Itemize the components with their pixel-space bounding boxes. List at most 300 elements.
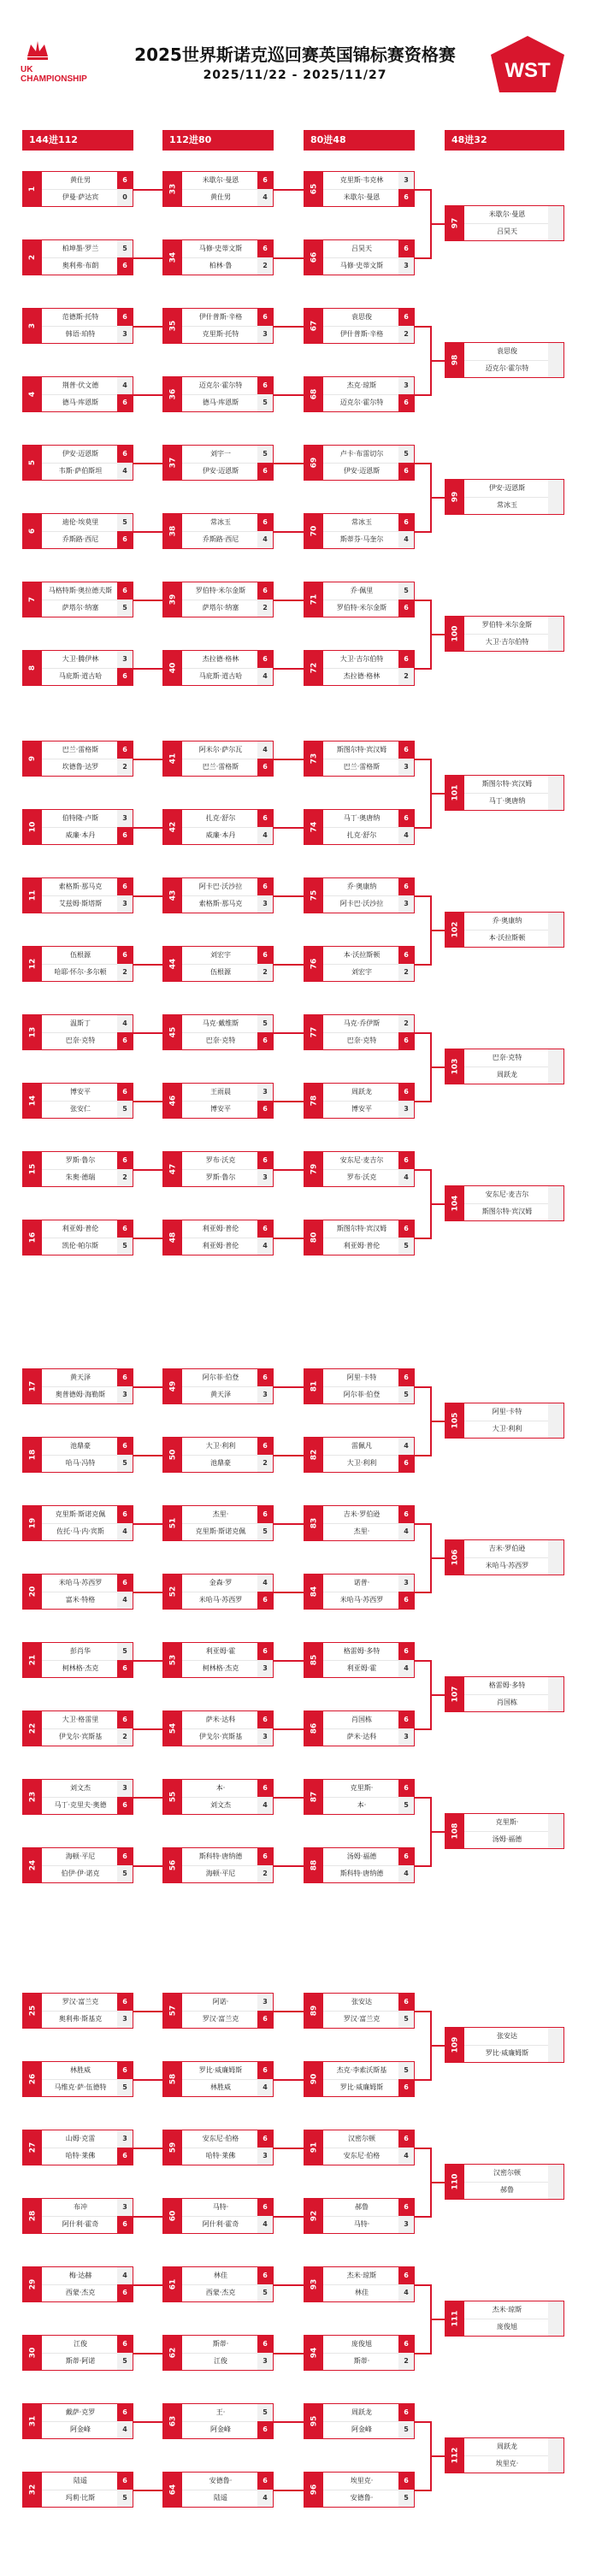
player-score — [548, 1540, 563, 1557]
match-box[interactable] — [445, 1049, 564, 1084]
player-row — [464, 1814, 563, 1832]
match-box[interactable] — [304, 2266, 415, 2302]
match-number — [23, 240, 42, 275]
player-name: 马克·戴维斯 — [202, 1019, 239, 1027]
match-box[interactable] — [304, 1083, 415, 1119]
match-box[interactable] — [162, 1014, 274, 1050]
player-score: 4 — [398, 531, 414, 548]
player-row — [42, 2267, 133, 2285]
connector-line — [274, 1797, 304, 1799]
match-box[interactable] — [22, 171, 133, 207]
match-box[interactable] — [304, 1151, 415, 1187]
match-box[interactable] — [162, 2472, 274, 2508]
match-box[interactable] — [445, 1185, 564, 1221]
match-box[interactable] — [304, 2130, 415, 2165]
match-box[interactable] — [162, 741, 274, 777]
match-box[interactable] — [304, 650, 415, 686]
player-row — [42, 2404, 133, 2422]
player-name: 萨塔尔·纳塞 — [62, 604, 99, 612]
player-row — [323, 1169, 414, 1186]
match-box[interactable] — [304, 1574, 415, 1610]
player-score: 6 — [117, 531, 133, 548]
match-box[interactable] — [445, 2027, 564, 2063]
match-box[interactable] — [304, 1505, 415, 1541]
player-name: 马维克·萨·伍德特 — [54, 2083, 107, 2091]
match-box[interactable] — [162, 1710, 274, 1746]
crown-icon — [24, 36, 51, 63]
player-row — [182, 1643, 273, 1661]
match-box[interactable] — [304, 946, 415, 982]
player-score: 6 — [257, 2199, 273, 2216]
connector-line — [274, 1592, 304, 1593]
player-row — [182, 189, 273, 206]
player-score: 3 — [117, 2130, 133, 2148]
match-box[interactable] — [304, 1642, 415, 1678]
match-box[interactable] — [304, 1220, 415, 1256]
connector-line — [274, 600, 304, 601]
match-number — [163, 1220, 182, 1255]
match-box[interactable] — [22, 513, 133, 549]
match-number — [445, 1049, 464, 1084]
player-name: 博安平 — [351, 1105, 372, 1113]
match-box[interactable] — [22, 1779, 133, 1815]
match-box[interactable] — [162, 376, 274, 412]
player-name: 斯图尔特·宾汉姆 — [481, 1208, 533, 1215]
player-name: 大卫·腾伊林 — [62, 655, 99, 663]
match-box[interactable] — [162, 1574, 274, 1610]
player-score: 6 — [398, 2199, 414, 2216]
connector-line — [133, 759, 162, 760]
player-score — [548, 2028, 563, 2045]
player-name: 王· — [215, 2408, 226, 2416]
match-box[interactable] — [162, 2061, 274, 2097]
match-box[interactable] — [22, 1014, 133, 1050]
player-name: 巴奈·克特 — [492, 1054, 522, 1061]
match-box[interactable] — [162, 1847, 274, 1883]
match-box[interactable] — [304, 1710, 415, 1746]
match-number-label: 12 — [28, 958, 37, 970]
player-score — [548, 2165, 563, 2182]
player-name: 巴奈·克特 — [346, 1037, 377, 1044]
match-number — [163, 582, 182, 617]
match-box[interactable] — [162, 513, 274, 549]
player-name: 阿卡巴·沃沙拉 — [198, 883, 243, 890]
match-number-label: 55 — [168, 1791, 177, 1803]
match-number-label: 48 — [168, 1232, 177, 1244]
match-box[interactable] — [162, 2266, 274, 2302]
player-name: 马特· — [353, 2220, 370, 2228]
match-box[interactable] — [162, 650, 274, 686]
match-number — [304, 309, 323, 343]
player-row — [42, 1101, 133, 1118]
match-number — [304, 1994, 323, 2028]
match-box[interactable] — [304, 741, 415, 777]
player-score: 4 — [117, 1523, 133, 1540]
match-box[interactable] — [445, 1403, 564, 1439]
player-name: 罗伯特·米尔金斯 — [195, 587, 246, 594]
player-name: 米哈马·苏西罗 — [485, 1562, 529, 1569]
match-box[interactable] — [162, 1151, 274, 1187]
player-score: 3 — [257, 2148, 273, 2165]
player-score: 4 — [398, 1660, 414, 1677]
player-score: 6 — [257, 309, 273, 326]
match-number-label: 106 — [450, 1549, 459, 1566]
connector-line — [274, 827, 304, 829]
player-score — [548, 206, 563, 223]
player-score: 2 — [117, 964, 133, 981]
match-box[interactable] — [445, 342, 564, 378]
match-box[interactable] — [22, 650, 133, 686]
player-row — [42, 240, 133, 258]
match-box[interactable] — [22, 445, 133, 481]
match-box[interactable] — [22, 1710, 133, 1746]
match-number-label: 37 — [168, 457, 177, 469]
match-box[interactable] — [22, 2472, 133, 2508]
match-box[interactable] — [304, 2403, 415, 2439]
match-box[interactable] — [22, 2266, 133, 2302]
match-box[interactable] — [445, 479, 564, 515]
player-score: 6 — [398, 1032, 414, 1049]
match-number — [304, 1084, 323, 1118]
player-row — [323, 1032, 414, 1049]
match-number-label: 43 — [168, 889, 177, 901]
match-box[interactable] — [162, 445, 274, 481]
match-box[interactable] — [162, 308, 274, 344]
player-name: 阿里·卡特 — [346, 1374, 377, 1381]
match-number-label: 62 — [168, 2347, 177, 2359]
match-box[interactable] — [162, 2130, 274, 2165]
player-score — [548, 1203, 563, 1220]
match-box[interactable] — [22, 376, 133, 412]
player-score: 2 — [398, 326, 414, 343]
player-row — [323, 1711, 414, 1729]
match-box[interactable] — [304, 1368, 415, 1404]
player-score: 5 — [257, 2284, 273, 2301]
match-number-label: 71 — [310, 594, 318, 606]
match-box[interactable] — [162, 1505, 274, 1541]
connector-line — [430, 1557, 445, 1559]
match-box[interactable] — [22, 1505, 133, 1541]
player-row — [42, 741, 133, 759]
match-number-label: 6 — [27, 528, 37, 535]
match-box[interactable] — [304, 171, 415, 207]
match-box[interactable] — [162, 2403, 274, 2439]
player-score — [548, 1814, 563, 1831]
match-box[interactable] — [445, 1813, 564, 1849]
match-number-label: 68 — [310, 388, 318, 400]
player-row — [182, 947, 273, 965]
connector-line — [133, 1660, 162, 1662]
match-box[interactable] — [22, 239, 133, 275]
match-box[interactable] — [162, 1642, 274, 1678]
match-box[interactable] — [22, 582, 133, 617]
match-number — [23, 1643, 42, 1677]
player-score: 6 — [257, 172, 273, 189]
match-number — [304, 2062, 323, 2096]
player-row — [464, 480, 563, 498]
match-box[interactable] — [162, 2198, 274, 2234]
match-box[interactable] — [22, 2061, 133, 2097]
match-number-label: 54 — [168, 1722, 177, 1734]
player-name: 伊曼·萨达宾 — [62, 193, 99, 201]
connector-line — [415, 1660, 430, 1662]
match-number-label: 5 — [27, 459, 37, 466]
player-score: 5 — [257, 394, 273, 411]
match-box[interactable] — [162, 171, 274, 207]
match-box[interactable] — [22, 1151, 133, 1187]
match-box[interactable] — [162, 2335, 274, 2371]
match-number-label: 39 — [168, 594, 177, 606]
player-score: 2 — [398, 1015, 414, 1032]
player-row — [323, 1015, 414, 1033]
match-number — [304, 1015, 323, 1049]
match-box[interactable] — [22, 1642, 133, 1678]
match-number-label: 18 — [28, 1449, 37, 1461]
connector-line — [133, 2353, 162, 2354]
match-box[interactable] — [445, 2164, 564, 2200]
connector-line — [415, 2490, 430, 2491]
player-row — [464, 1831, 563, 1848]
match-number — [163, 1780, 182, 1814]
player-score: 2 — [398, 2353, 414, 2370]
player-score — [548, 2045, 563, 2062]
match-box[interactable] — [304, 2061, 415, 2097]
match-box[interactable] — [162, 1437, 274, 1473]
player-score: 4 — [398, 2148, 414, 2165]
match-box[interactable] — [22, 1574, 133, 1610]
player-name: 阿尔菲·伯登 — [202, 1374, 239, 1381]
match-box[interactable] — [22, 308, 133, 344]
player-name: 吉米·罗伯逊 — [343, 1510, 381, 1518]
connector-line — [274, 2353, 304, 2354]
connector-line — [430, 634, 445, 635]
player-row — [182, 2336, 273, 2354]
match-number-label: 15 — [28, 1163, 37, 1175]
player-score: 6 — [398, 1711, 414, 1728]
player-name: 罗比·威廉姆斯 — [339, 2083, 384, 2091]
match-box[interactable] — [304, 445, 415, 481]
player-row — [42, 309, 133, 327]
player-name: 本·沃拉斯顿 — [343, 951, 381, 959]
match-box[interactable] — [22, 1993, 133, 2029]
match-box[interactable] — [445, 2301, 564, 2337]
player-name: 乔·奥康纳 — [492, 917, 522, 925]
player-name: 汉密尔顿 — [493, 2169, 521, 2177]
match-box[interactable] — [162, 1083, 274, 1119]
player-name: 柏林·鲁 — [209, 262, 233, 269]
match-box[interactable] — [304, 1993, 415, 2029]
match-box[interactable] — [22, 2198, 133, 2234]
player-name: 安东尼·伯格 — [343, 2152, 381, 2159]
match-box[interactable] — [304, 239, 415, 275]
player-score: 4 — [117, 463, 133, 480]
player-score: 3 — [117, 2199, 133, 2216]
player-row — [182, 878, 273, 896]
match-number — [445, 2438, 464, 2473]
match-number-label: 31 — [28, 2415, 37, 2427]
player-row — [182, 810, 273, 828]
player-name: 安东尼·麦吉尔 — [485, 1191, 529, 1198]
player-name: 米哈马·苏西罗 — [339, 1596, 384, 1604]
match-box[interactable] — [304, 877, 415, 913]
match-box[interactable] — [22, 809, 133, 845]
player-score: 6 — [257, 2336, 273, 2353]
match-box[interactable] — [22, 1437, 133, 1473]
player-score: 6 — [398, 1780, 414, 1797]
player-row — [182, 895, 273, 913]
player-name: 阿什利·霍奇 — [202, 2220, 239, 2228]
player-row — [464, 2182, 563, 2199]
match-box[interactable] — [22, 2335, 133, 2371]
player-row — [323, 600, 414, 617]
match-box[interactable] — [304, 1014, 415, 1050]
player-row — [464, 1557, 563, 1575]
match-number — [304, 1369, 323, 1403]
match-number — [304, 1575, 323, 1609]
match-box[interactable] — [304, 513, 415, 549]
match-number — [23, 1575, 42, 1609]
player-row — [464, 617, 563, 635]
match-box[interactable] — [162, 239, 274, 275]
match-box[interactable] — [22, 1368, 133, 1404]
player-row — [182, 759, 273, 776]
player-score — [548, 1049, 563, 1066]
match-box[interactable] — [304, 308, 415, 344]
player-score: 6 — [257, 1711, 273, 1728]
match-box[interactable] — [445, 912, 564, 948]
match-box[interactable] — [304, 2198, 415, 2234]
connector-line — [133, 668, 162, 670]
player-row — [42, 1592, 133, 1609]
match-number — [163, 1711, 182, 1746]
uk-championship-logo — [21, 36, 89, 87]
player-row — [182, 1848, 273, 1866]
match-number-label: 23 — [28, 1791, 37, 1803]
match-box[interactable] — [304, 809, 415, 845]
match-box[interactable] — [22, 877, 133, 913]
match-box[interactable] — [22, 1847, 133, 1883]
match-number-label: 72 — [310, 662, 318, 674]
match-box[interactable] — [445, 2437, 564, 2473]
player-score: 5 — [117, 2490, 133, 2507]
player-name: 威廉·本丹 — [65, 831, 96, 839]
player-score: 6 — [398, 1994, 414, 2011]
player-row — [42, 947, 133, 965]
player-name: 海顿·平尼 — [205, 1870, 236, 1877]
match-box[interactable] — [22, 2403, 133, 2439]
player-score: 6 — [117, 1506, 133, 1523]
player-row — [42, 1848, 133, 1866]
match-box[interactable] — [22, 1220, 133, 1256]
match-box[interactable] — [162, 946, 274, 982]
player-row — [42, 1238, 133, 1255]
player-row — [182, 2062, 273, 2080]
match-number — [23, 2336, 42, 2370]
connector-line — [430, 1203, 445, 1205]
player-name: 克里斯·托特 — [202, 330, 239, 338]
player-name: 罗伯特·米尔金斯 — [336, 604, 387, 612]
match-box[interactable] — [162, 877, 274, 913]
player-row — [323, 326, 414, 343]
match-number-label: 32 — [28, 2484, 37, 2496]
match-box[interactable] — [304, 582, 415, 617]
player-name: 克里斯·斯诺克佩 — [195, 1527, 246, 1535]
match-box[interactable] — [304, 1847, 415, 1883]
match-box[interactable] — [304, 2335, 415, 2371]
player-row — [42, 651, 133, 669]
match-box[interactable] — [304, 1437, 415, 1473]
player-score: 6 — [117, 446, 133, 463]
player-name: 阿里·卡特 — [492, 1408, 522, 1415]
player-score: 4 — [117, 1592, 133, 1609]
player-score: 2 — [257, 600, 273, 617]
match-box[interactable] — [162, 1993, 274, 2029]
match-number — [23, 1848, 42, 1882]
match-box[interactable] — [304, 1779, 415, 1815]
match-box[interactable] — [162, 809, 274, 845]
match-box[interactable] — [445, 775, 564, 811]
player-row — [42, 514, 133, 532]
connector-line — [274, 1455, 304, 1456]
match-box[interactable] — [22, 2130, 133, 2165]
match-box[interactable] — [162, 582, 274, 617]
match-number — [163, 1152, 182, 1186]
player-row — [323, 1101, 414, 1118]
player-name: 安东尼·伯格 — [202, 2135, 239, 2142]
connector-line — [274, 463, 304, 464]
match-box[interactable] — [445, 616, 564, 652]
match-number-label: 49 — [168, 1380, 177, 1392]
match-box[interactable] — [304, 2472, 415, 2508]
match-number-label: 7 — [27, 596, 37, 603]
player-row — [42, 2353, 133, 2370]
match-box[interactable] — [445, 205, 564, 241]
player-row — [42, 463, 133, 480]
player-name: 刘宏宇 — [210, 951, 231, 959]
match-number-label: 30 — [28, 2347, 37, 2359]
player-row — [464, 2319, 563, 2336]
match-box[interactable] — [304, 376, 415, 412]
player-row — [323, 2199, 414, 2217]
connector-line — [274, 1032, 304, 1034]
player-score: 5 — [117, 514, 133, 531]
player-name: 彭肖华 — [70, 1647, 91, 1655]
player-score: 6 — [117, 741, 133, 759]
player-row — [42, 2284, 133, 2301]
player-name: 杰拉德·格林 — [202, 655, 239, 663]
player-score: 6 — [117, 1711, 133, 1728]
player-score: 6 — [117, 582, 133, 600]
match-number-label: 74 — [310, 821, 318, 833]
player-name: 西蒙·杰克 — [65, 2289, 96, 2296]
player-score: 6 — [257, 1032, 273, 1049]
match-box[interactable] — [445, 1676, 564, 1712]
player-score: 2 — [257, 1865, 273, 1882]
match-box[interactable] — [22, 1083, 133, 1119]
player-row — [323, 2404, 414, 2422]
match-box[interactable] — [162, 1368, 274, 1404]
match-box[interactable] — [22, 741, 133, 777]
connector-line — [430, 1421, 445, 1422]
match-number — [304, 1711, 323, 1746]
match-box[interactable] — [162, 1220, 274, 1256]
player-row — [323, 446, 414, 464]
match-box[interactable] — [22, 946, 133, 982]
player-score: 5 — [257, 1523, 273, 1540]
player-name: 吕昊天 — [497, 227, 517, 235]
match-box[interactable] — [162, 1779, 274, 1815]
match-box[interactable] — [445, 1539, 564, 1575]
